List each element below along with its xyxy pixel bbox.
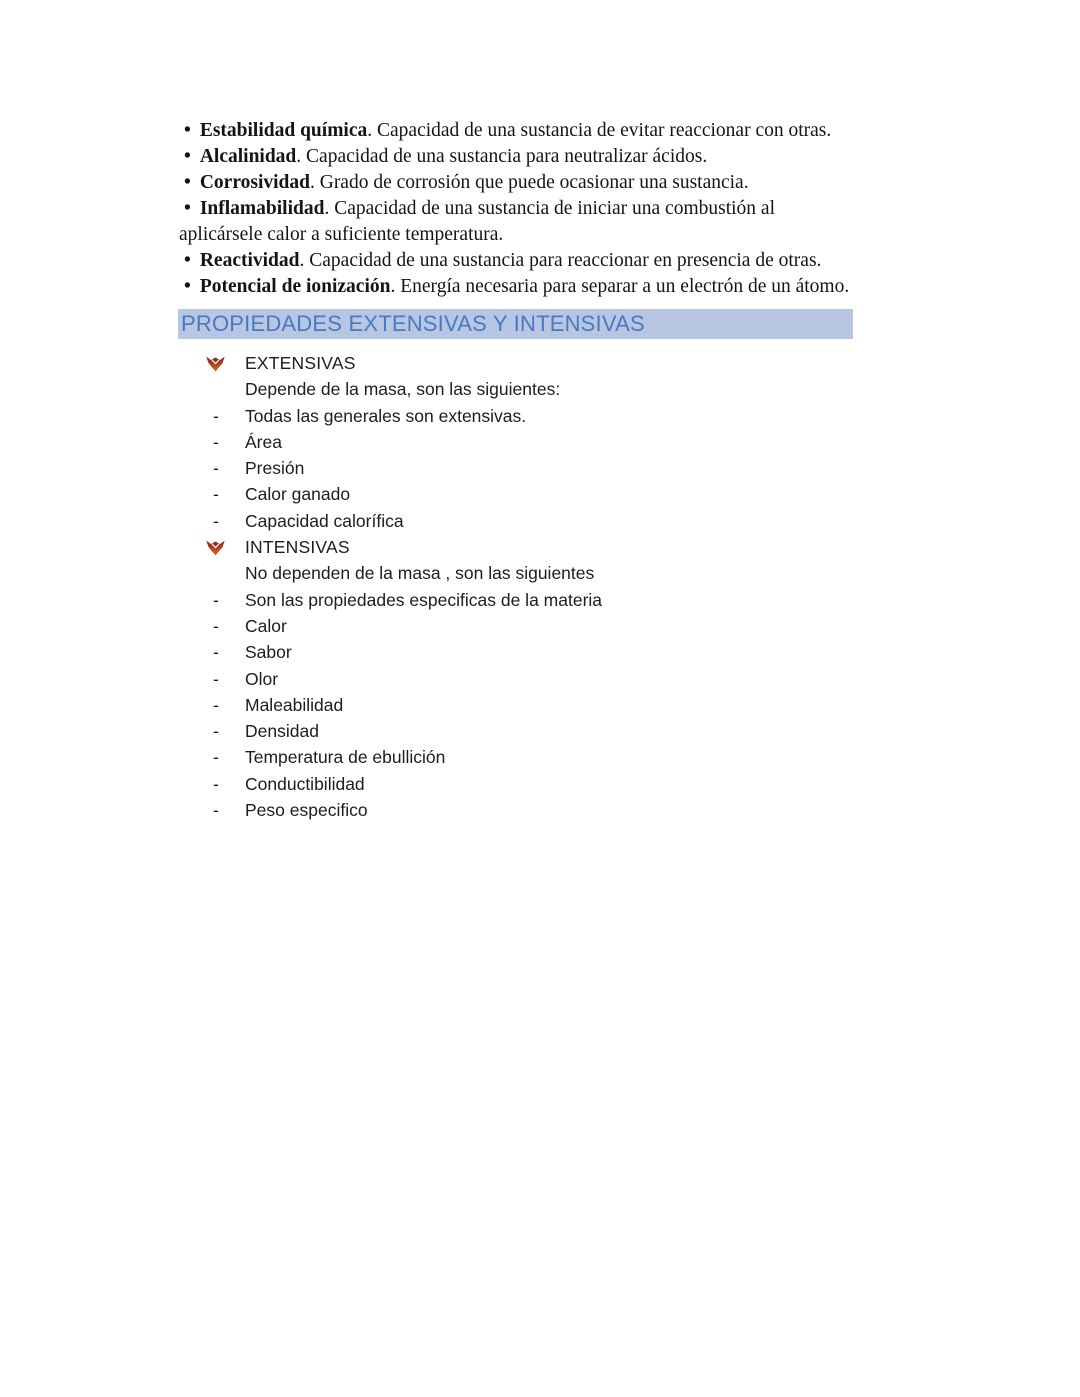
list-item-text: Área [245,431,282,452]
red-ornament-icon [205,354,226,372]
list-item [179,587,856,613]
definition-text: . Capacidad de una sustancia de evitar reaccionar con otras. [367,120,832,141]
list-item-text: Densidad [245,721,319,742]
section-subtitle-row [179,376,856,402]
list-item-text: Olor [245,668,279,689]
definition-term: Estabilidad química [199,120,368,141]
definition-text: . Capacidad de una sustancia para reaccionar en presencia de otras. [299,250,822,271]
list-item-text: Todas las generales son extensivas. [245,405,527,426]
definition-item [179,196,856,248]
section-heading: PROPIEDADES EXTENSIVAS Y INTENSIVAS [181,311,645,336]
dash-marker: - [213,773,219,794]
list-item [179,639,856,665]
dash-marker: - [213,668,219,689]
list-item [179,481,856,507]
bullet-marker: • [184,172,191,193]
definition-item [179,248,856,274]
section-title-row [179,534,856,560]
definition-item [179,118,856,144]
definition-term: Inflamabilidad [199,198,325,219]
list-item-text: Calor ganado [245,484,351,505]
section-title: INTENSIVAS [245,537,350,558]
definition-term: Reactividad [199,250,300,271]
list-item-text: Sabor [245,642,292,663]
dash-marker: - [213,694,219,715]
bullet-marker: • [184,146,191,167]
list-item [179,666,856,692]
section-subtitle: No dependen de la masa , son las siguientes [245,563,595,584]
dash-marker: - [213,615,219,636]
document-page [179,118,856,823]
dash-marker: - [213,405,219,426]
section-subtitle: Depende de la masa, son las siguientes: [245,379,561,400]
list-item [179,403,856,429]
list-item [179,455,856,481]
bullet-marker: • [184,120,191,141]
bullet-marker: • [184,198,191,219]
red-ornament-icon [205,538,226,556]
definition-item [179,274,856,300]
list-item-text: Peso especifico [245,800,368,821]
list-item [179,744,856,770]
dash-marker: - [213,458,219,479]
dash-marker: - [213,721,219,742]
dash-marker: - [213,800,219,821]
dash-marker: - [213,589,219,610]
dash-marker: - [213,510,219,531]
list-item [179,718,856,744]
list-item-text: Calor [245,615,287,636]
dash-marker: - [213,747,219,768]
section-heading-bar [178,309,853,339]
definition-term: Alcalinidad [199,146,297,167]
definition-item [179,170,856,196]
definition-term: Corrosividad [199,172,310,193]
list-item-text: Son las propiedades especificas de la materia [245,589,603,610]
section-subtitle-row [179,560,856,586]
definition-text: . Energía necesaria para separar a un electrón de un átomo. [390,276,850,297]
list-item [179,508,856,534]
bullet-marker: • [184,276,191,297]
list-item [179,771,856,797]
dash-marker: - [213,484,219,505]
list-item-text: Conductibilidad [245,773,365,794]
list-item [179,797,856,823]
list-item [179,429,856,455]
list-item [179,613,856,639]
list-item-text: Capacidad calorífica [245,510,404,531]
list-item-text: Maleabilidad [245,694,344,715]
definition-item [179,144,856,170]
definition-text: . Capacidad de una sustancia de iniciar una combustión al aplicársele calor a suficiente temperatura. [179,198,775,245]
list-item-text: Temperatura de ebullición [245,747,446,768]
list-item-text: Presión [245,458,305,479]
list-item [179,692,856,718]
bullet-marker: • [184,250,191,271]
properties-list [179,350,856,823]
definition-text: . Grado de corrosión que puede ocasionar una sustancia. [309,172,749,193]
section-title-row [179,350,856,376]
definition-term: Potencial de ionización [199,276,391,297]
definition-text: . Capacidad de una sustancia para neutralizar ácidos. [296,146,708,167]
dash-marker: - [213,642,219,663]
section-title: EXTENSIVAS [245,353,356,373]
dash-marker: - [213,431,219,452]
